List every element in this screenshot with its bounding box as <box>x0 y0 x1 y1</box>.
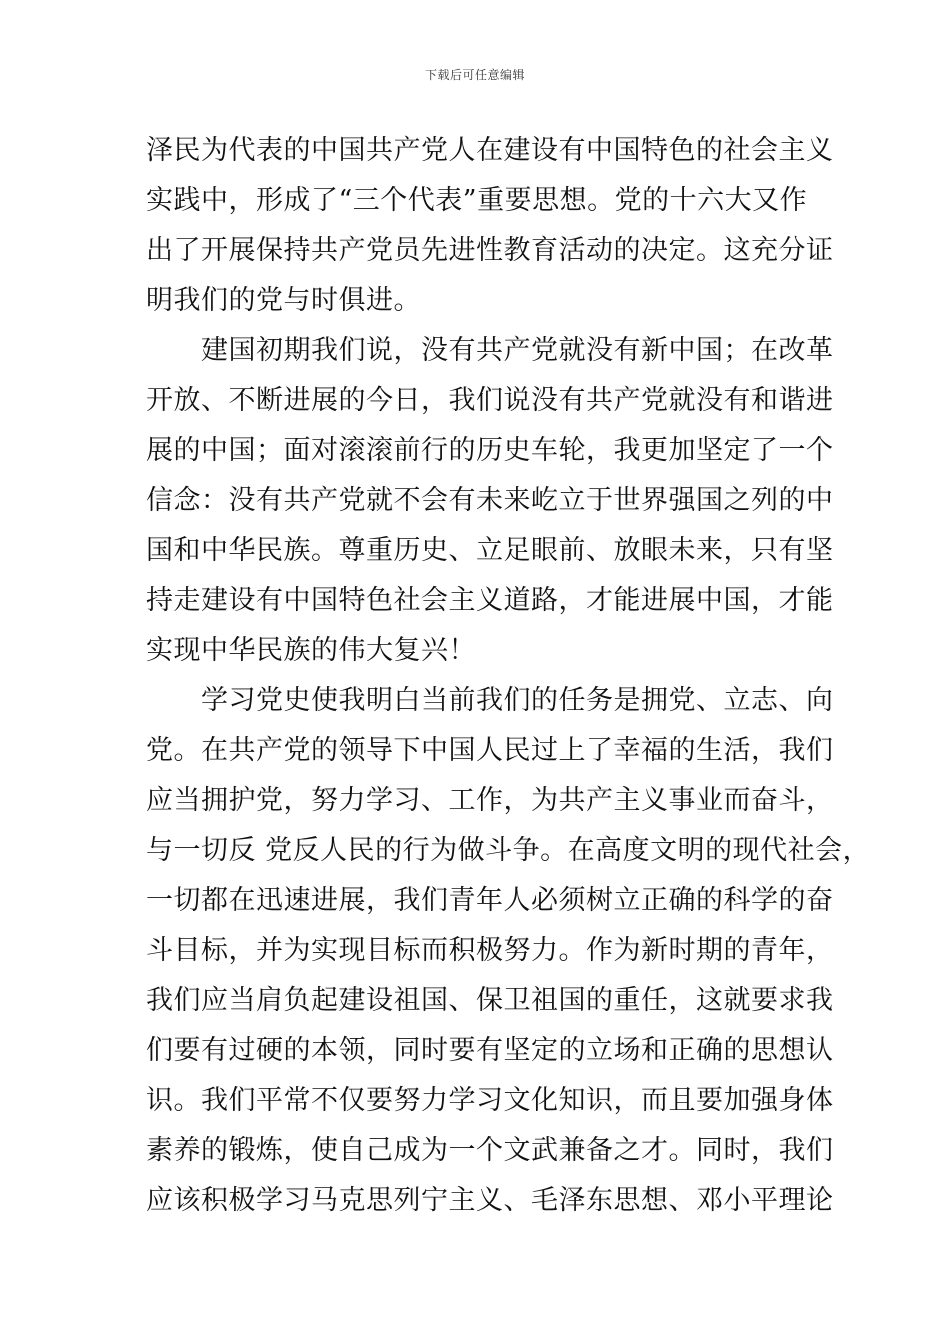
text-line: 展的中国；面对滚滚前行的历史车轮，我更加坚定了一个 <box>146 435 834 466</box>
document-body <box>146 126 871 1226</box>
text-line: 实现中华民族的伟大复兴！ <box>146 635 476 666</box>
text-line: 开放、不断进展的今日，我们说没有共产党就没有和谐进 <box>146 385 834 416</box>
text-line: 斗目标，并为实现目标而积极努力。作为新时期的青年， <box>146 935 834 966</box>
paragraph-2 <box>146 326 834 676</box>
text-line: 泽民为代表的中国共产党人在建设有中国特色的社会主义 <box>146 135 834 166</box>
text-line: 建国初期我们说，没有共产党就没有新中国；在改革 <box>201 335 834 366</box>
text-line: 明我们的党与时俱进。 <box>146 285 421 316</box>
text-line: 实践中，形成了“三个代表”重要思想。党的十六大又作 <box>146 185 808 216</box>
paragraph-1 <box>146 126 834 326</box>
page-header: 下载后可任意编辑 <box>424 68 525 82</box>
text-line: 与一切反 党反人民的行为做斗争。在高度文明的现代社会， <box>146 835 871 866</box>
text-line: 党。在共产党的领导下中国人民过上了幸福的生活，我们 <box>146 735 834 766</box>
text-line: 识。我们平常不仅要努力学习文化知识，而且要加强身体 <box>146 1085 834 1116</box>
text-line: 持走建设有中国特色社会主义道路，才能进展中国，才能 <box>146 585 834 616</box>
text-line: 应当拥护党，努力学习、工作，为共产主义事业而奋斗， <box>146 785 834 816</box>
text-line: 国和中华民族。尊重历史、立足眼前、放眼未来，只有坚 <box>146 535 834 566</box>
text-line: 们要有过硬的本领，同时要有坚定的立场和正确的思想认 <box>146 1035 834 1066</box>
text-line: 应该积极学习马克思列宁主义、毛泽东思想、邓小平理论 <box>146 1185 834 1216</box>
text-line: 信念：没有共产党就不会有未来屹立于世界强国之列的中 <box>146 485 834 516</box>
text-line: 出了开展保持共产党员先进性教育活动的决定。这充分证 <box>146 235 834 266</box>
text-line: 素养的锻炼，使自己成为一个文武兼备之才。同时，我们 <box>146 1135 834 1166</box>
text-line: 学习党史使我明白当前我们的任务是拥党、立志、向 <box>201 685 834 716</box>
text-line: 一切都在迅速进展，我们青年人必须树立正确的科学的奋 <box>146 885 834 916</box>
paragraph-3 <box>146 676 871 1226</box>
text-line: 我们应当肩负起建设祖国、保卫祖国的重任，这就要求我 <box>146 985 834 1016</box>
